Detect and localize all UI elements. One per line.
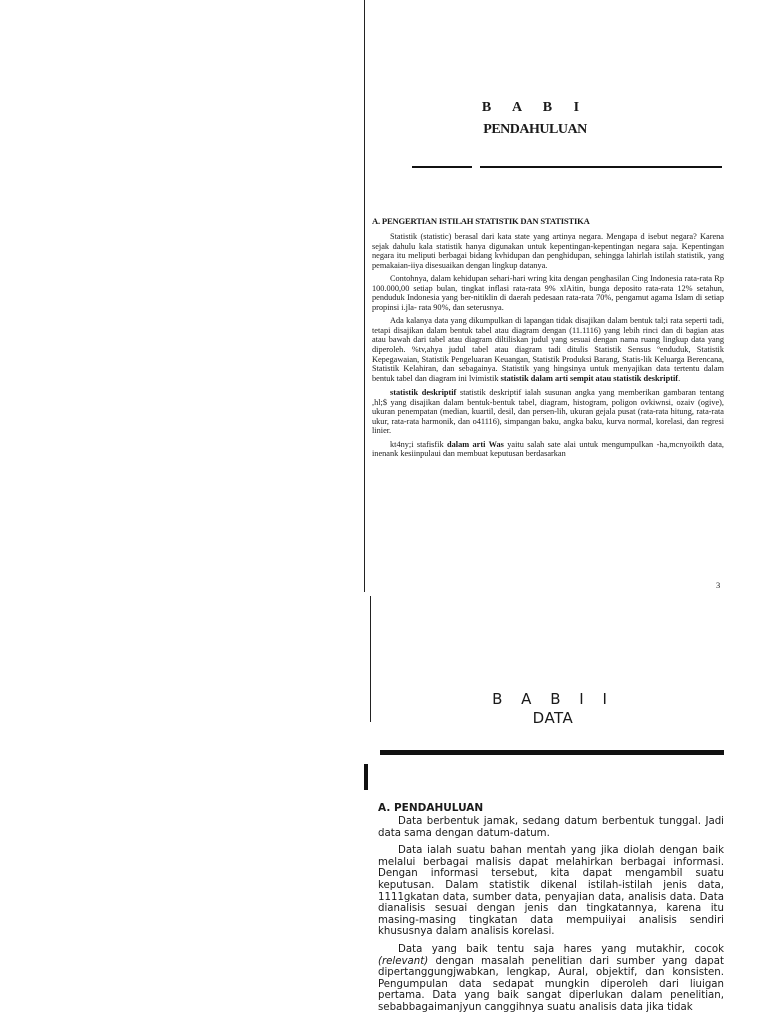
paragraph-text: Ada kalanya data yang dikumpulkan di lapangan tidak disajikan dalam bentuk tal;i rata seperti tadi, tetapi disajikan dalam bentuk tabel atau diagram dengan: [372, 316, 724, 335]
title-rule-short: [412, 166, 472, 168]
page2-body: [378, 816, 724, 1020]
page1-body: [372, 232, 724, 463]
margin-mark: [364, 764, 368, 790]
bold-term: dalam arti Was: [447, 439, 504, 449]
title-rule: [380, 750, 724, 755]
paragraph-text: (11.1116) yang lebih rinci dan di bagian atas atau bawah dari tabel atau diagram: [372, 325, 725, 345]
paragraph-text: %tv,ahya judul tabel atau diagram tadi ditulis Statistik Sensus ºenduduk, Statistik Kepegawaian, Statistik Pengeluaran Keuangan, Statistik Produksi Barang, Statis-lik Keluarga Berencana, Statistik Kelahiran, dan sebagainya. Statistik yang hingsinya untuk menyajikan data tertentu dalam bentuk tabel dan diagram ini lvimistik: [372, 345, 724, 383]
paragraph: Statistik (statistic) berasal dari kata state yang artinya negara. Mengapa d isebut negara? Karena sejak dahulu kala statistik hanya digunakan untuk kepentingan-kepentingan negara saja. Kepentingan negara itu meliputi berbagai bidang kvhidupan dan penghidupan, sehingga lahirlah istilah statistik, yang pemakaian-iiya disesuaikan dengan lingkup datanya.: [372, 232, 724, 270]
paragraph: Contohnya, dalam kehidupan sehari-hari wring kita dengan penghasilan Cing Indonesia rata-rata Rp 100.000,00 setiap bulan, tingkat inflasi rata-rata 9% xlAitin, bunga deposito rata-rata 12% setahun, penduduk Indonesia yang ber-nitiklin di daerah pedesaan rata-rata 70%, pengamut agama Islam di setiap propinsi i.jla- rata 90%, dan seterusnya.: [372, 274, 724, 312]
paragraph: [378, 944, 724, 1014]
chapter-title: PENDAHULUAN: [483, 122, 587, 137]
paragraph-text: o41116), simpangan baku, angka baku, kurva normal, korelasi, dan regresi linier.: [372, 416, 724, 436]
section-heading: A. PENGERTIAN ISTILAH STATISTIK DAN STATISTIKA: [372, 216, 590, 226]
page-number: 3: [716, 580, 721, 590]
chapter-number: B A B I I: [492, 690, 614, 708]
paragraph-text: diltiliskan judul yang sesuai dengan nama ruang lingkup data yang diperoleh.: [372, 335, 724, 355]
paragraph: Ada kalanya data yang dikumpulkan di lapangan tidak disajikan dalam bentuk tal;i rata seperti tadi, tetapi disajikan dalam bentuk tabel atau diagram dengan (11.1116) yang lebih rinci dan di bagian atas atau bawah dari tabel atau diagram diltiliskan judul yang sesuai dengan nama ruang lingkup data yang diperoleh. %tv,ahya judul tabel atau diagram tadi ditulis Statistik Sensus ºenduduk, Statistik Kepegawaian, Statistik Pengeluaran Keuangan, Statistik Produksi Barang, Statis-lik Keluarga Berencana, Statistik Kelahiran, dan sebagainya. Statistik yang hingsinya untuk menyajikan data tertentu dalam bentuk tabel dan diagram ini lvimistik statistik dalam arti sempit atau statistik deskriptif.: [372, 316, 725, 383]
title-rule-long: [480, 166, 722, 168]
paragraph: [372, 440, 724, 459]
page2-left-border: [370, 596, 371, 722]
paragraph-text: dengan masalah penelitian dari sumber yang dapat dipertanggungjwabkan, lengkap, Aural, objektif, dan konsisten. Pengumpulan data sedapat mungkin diperoleh dari liuigan pertama. Data yang baik sangat diperlukan dalam penelitian, sebabbagaimanjyun canggihnya suatu analisis data jika tidak: [378, 955, 724, 1013]
italic-term: (relevant): [378, 955, 429, 967]
paragraph: Data ialah suatu bahan mentah yang jika diolah dengan baik melalui berbagai malisis dapat melahirkan berbagai informasi. Dengan informasi tersebut, kita dapat mengambil suatu keputusan. Dalam statistik dikenal istilah-istilah jenis data, 1111gkatan data, sumber data, penyajian data, analisis data. Data dianalisis sesuai dengan jenis dan tingkatannya, karena itu masing-masing tingkatan data mempuiiyai analisis sendiri khususnya dalam analisis korelasi.: [378, 845, 724, 938]
paragraph-text: kt4ny;i stafisfik: [390, 439, 444, 449]
paragraph-text: statistik deskriptif ialah susunan angka yang memberikan gambaran tentang ,hl;$ yang disajikan dalam bentuk-bentuk tabel, diagram, histogram, poligon ovkiwnsi, ozaiv (ogive), ukuran penempatan (median, kuartil, desil, dan persen-lih, ukuran gejala pusat (rata-rata hitung, rata-rata ukur, rata-rata harmonik, dan: [372, 388, 724, 426]
paragraph-text: Data yang baik tentu saja hares yang mutakhir, cocok: [398, 943, 724, 955]
bold-term: statistik dalam arti sempit atau statistik deskriptif: [500, 373, 679, 383]
bold-term: statistik deskriptif: [390, 388, 457, 398]
paragraph: Data berbentuk jamak, sedang datum berbentuk tunggal. Jadi data sama dengan datum-datum.: [378, 816, 724, 839]
page1-left-border: [364, 0, 365, 592]
chapter-number: B A B I: [481, 100, 589, 115]
chapter-title: DATA: [532, 709, 574, 727]
section-heading: A. PENDAHULUAN: [378, 802, 484, 814]
paragraph-text: yaitu salah sate alai untuk mengumpulkan -ha,mcnyoikth data, inenank kesiinpulaui dan membuat keputusan berdasarkan: [372, 439, 724, 459]
paragraph: [372, 388, 724, 436]
